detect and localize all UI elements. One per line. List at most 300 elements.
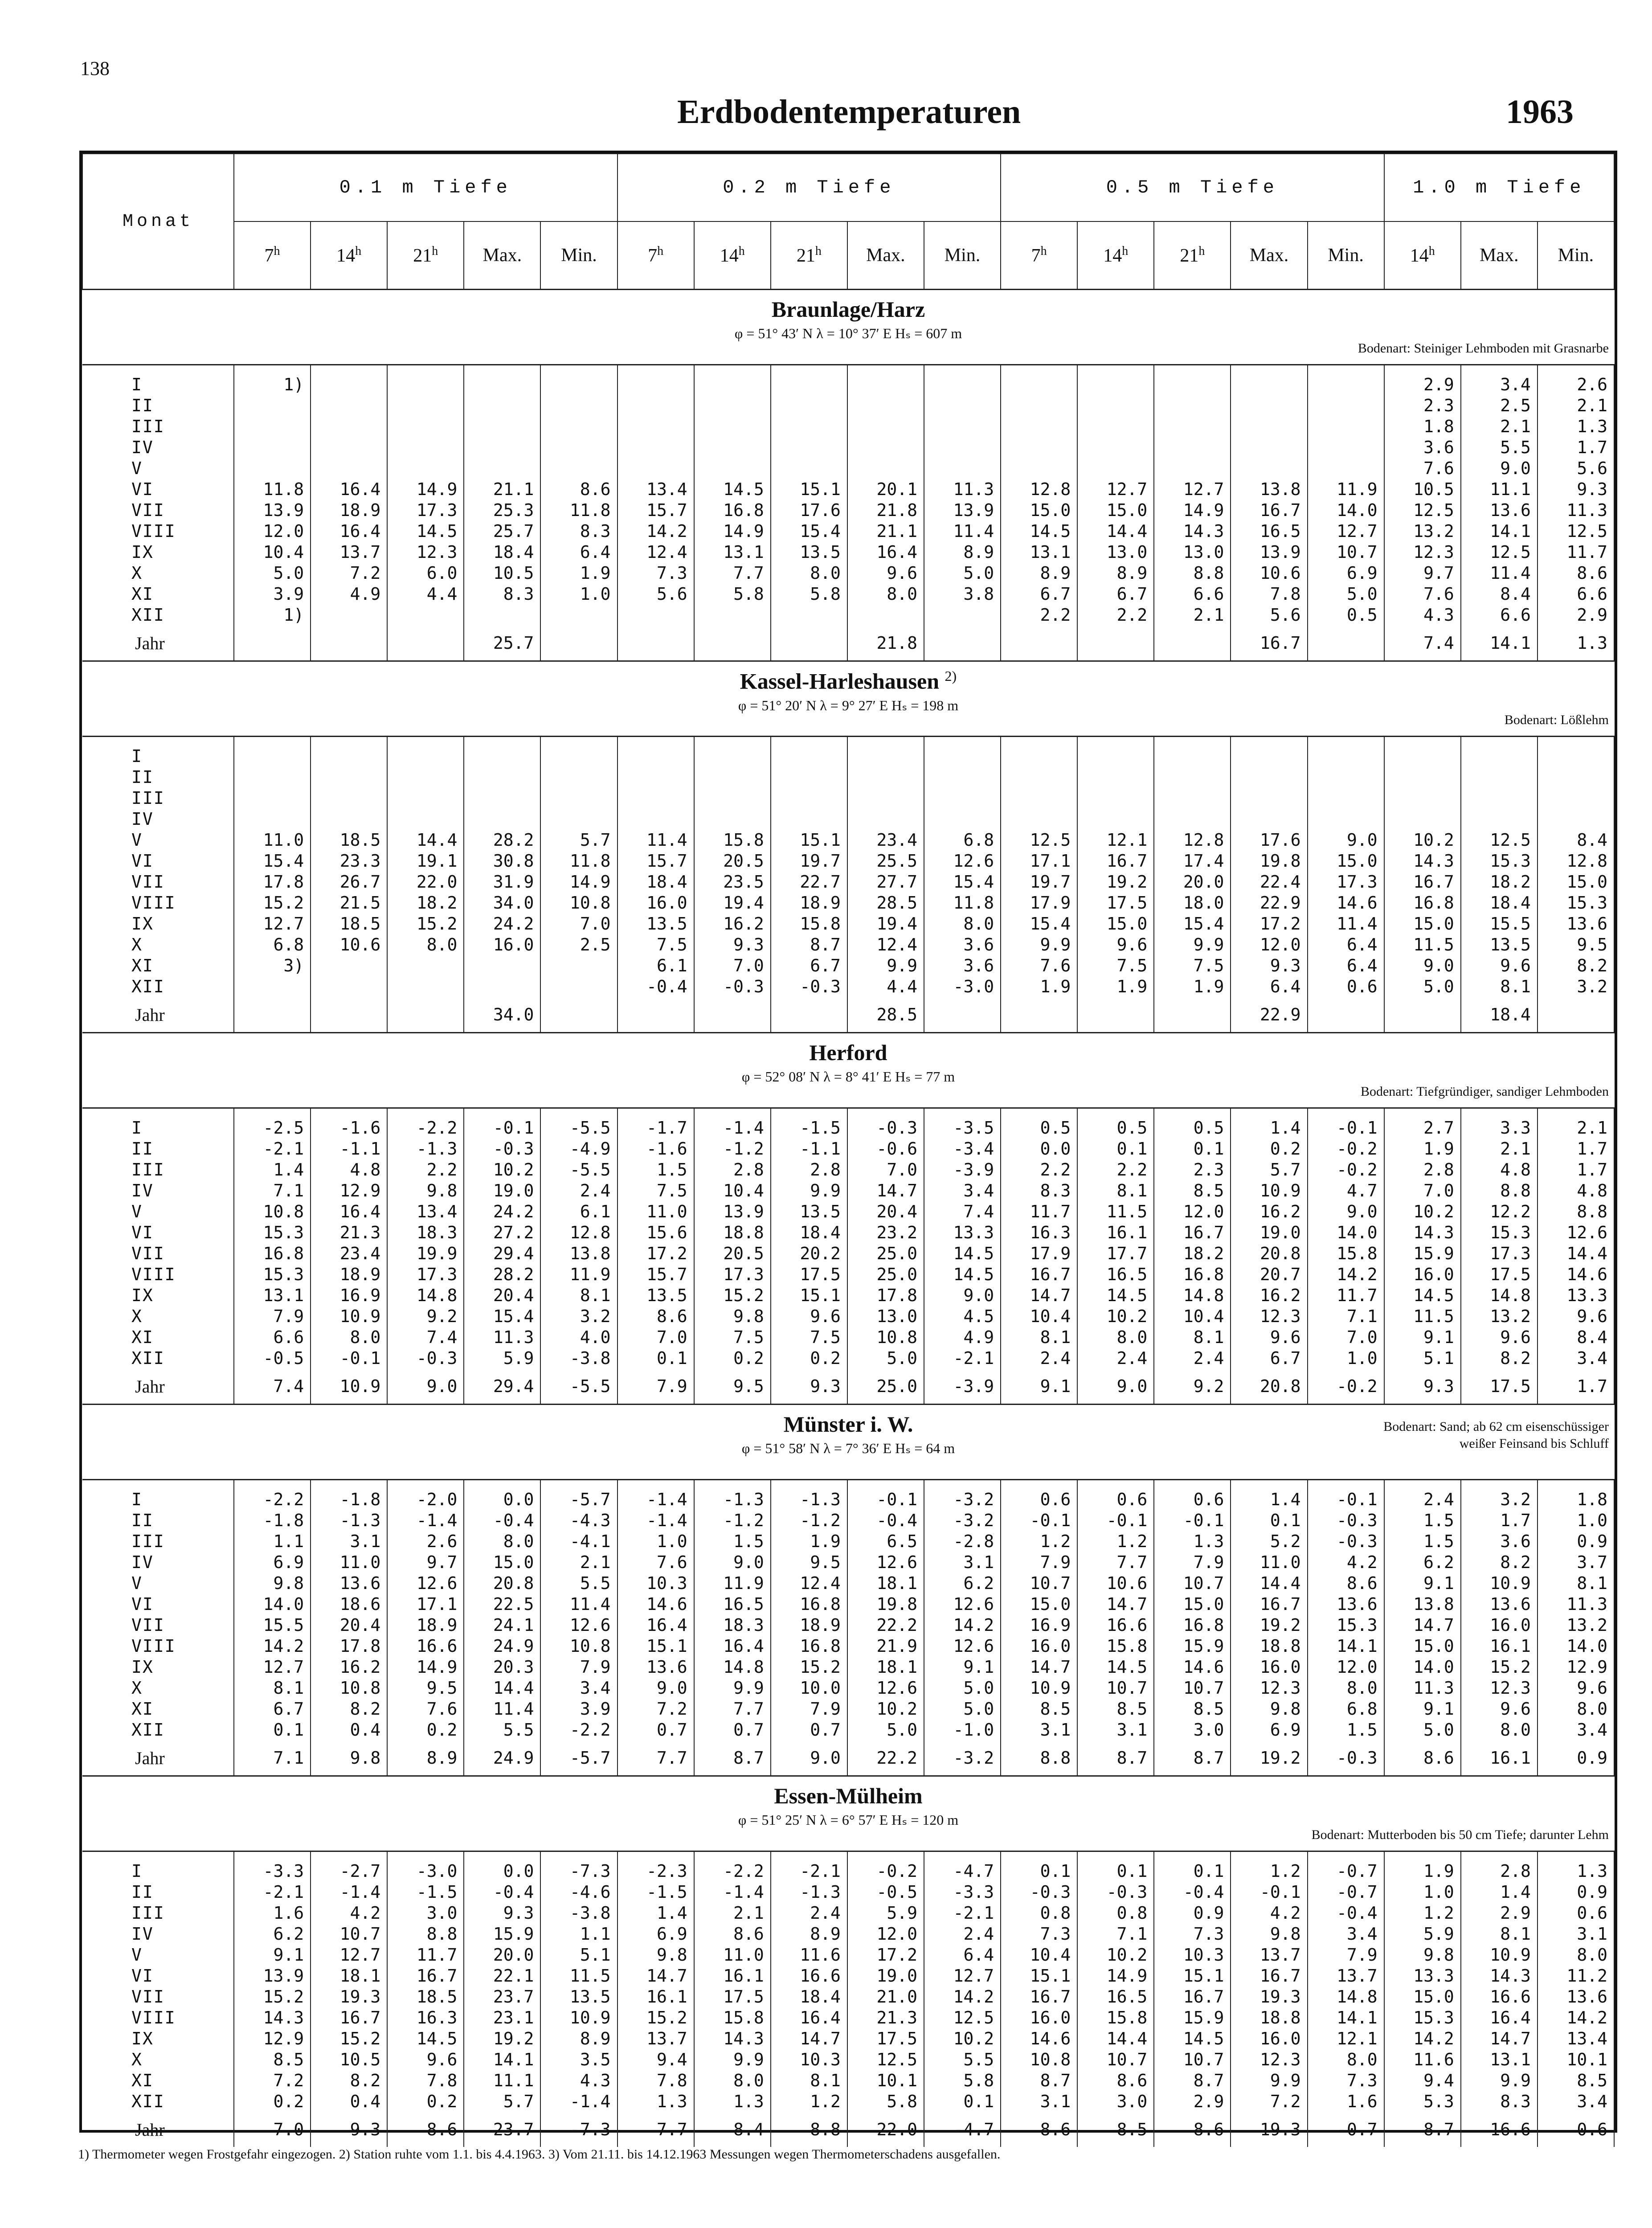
table-cell: 0.0	[1001, 1139, 1077, 1159]
table-cell: 8.2	[311, 1699, 387, 1720]
table-cell: 3.0	[1077, 2091, 1154, 2112]
table-cell: 7.7	[694, 563, 771, 584]
table-cell: 12.7	[234, 1657, 311, 1678]
month-label: IX	[82, 542, 234, 563]
table-cell: 9.6	[1461, 955, 1538, 976]
table-cell: 15.1	[771, 479, 847, 500]
table-cell: 10.5	[311, 2049, 387, 2070]
table-cell: 8.0	[847, 584, 924, 605]
table-cell: 7.4	[387, 1327, 464, 1348]
table-row	[82, 809, 1614, 830]
table-cell: 8.5	[1154, 1699, 1231, 1720]
table-cell: 4.9	[924, 1327, 1001, 1348]
table-cell: 19.2	[1231, 1741, 1307, 1776]
table-cell	[1461, 788, 1538, 809]
table-cell: 15.1	[617, 1636, 694, 1657]
table-cell: -3.5	[924, 1118, 1001, 1139]
table-cell: 7.8	[617, 2070, 694, 2091]
table-cell	[847, 809, 924, 830]
table-cell: 2.4	[1384, 1489, 1461, 1510]
table-cell: 0.1	[1077, 1861, 1154, 1882]
table-cell: 14.5	[1154, 2028, 1231, 2049]
table-row	[82, 1699, 1614, 1720]
table-cell: 16.7	[1231, 500, 1307, 521]
table-cell: 0.1	[924, 2091, 1001, 2112]
table-cell: 17.3	[1461, 1243, 1538, 1264]
table-cell: 17.1	[1001, 851, 1077, 872]
table-cell: 14.3	[1461, 1966, 1538, 1986]
month-label: VII	[82, 500, 234, 521]
table-row	[82, 563, 1614, 584]
table-cell: 19.2	[1077, 872, 1154, 893]
table-cell: 21.1	[464, 479, 540, 500]
table-cell: 22.7	[771, 872, 847, 893]
table-cell: 12.0	[847, 1924, 924, 1945]
table-cell: 14.5	[924, 1264, 1001, 1285]
table-cell: 13.9	[234, 500, 311, 521]
table-cell: 17.8	[234, 872, 311, 893]
table-cell: 3.1	[1001, 2091, 1077, 2112]
table-cell: 10.9	[1231, 1180, 1307, 1201]
month-label: VIII	[82, 2007, 234, 2028]
table-cell: 25.7	[464, 626, 540, 661]
table-cell	[1461, 746, 1538, 767]
table-cell: 7.0	[617, 1327, 694, 1348]
table-cell: 24.2	[464, 913, 540, 934]
table-cell: 14.8	[694, 1657, 771, 1678]
table-cell: 3.1	[924, 1552, 1001, 1573]
station-coordinates: φ = 51° 58′ N λ = 7° 36′ E Hₛ = 64 m	[741, 1440, 955, 1456]
table-cell: 19.4	[847, 913, 924, 934]
table-cell: 15.0	[1384, 1636, 1461, 1657]
table-cell	[1231, 788, 1307, 809]
table-row	[82, 1327, 1614, 1348]
table-cell	[540, 746, 617, 767]
table-cell: 10.8	[540, 1636, 617, 1657]
table-cell: 16.4	[1461, 2007, 1538, 2028]
table-cell: 21.9	[847, 1636, 924, 1657]
table-cell: 10.2	[464, 1159, 540, 1180]
table-cell: 15.3	[234, 1222, 311, 1243]
month-label: I	[82, 1489, 234, 1510]
table-cell: 9.6	[1461, 1327, 1538, 1348]
table-cell: 10.8	[847, 1327, 924, 1348]
table-cell	[464, 788, 540, 809]
table-cell: 22.2	[847, 1741, 924, 1776]
table-cell: 13.0	[847, 1306, 924, 1327]
table-cell: 14.7	[1001, 1657, 1077, 1678]
table-cell: 14.9	[387, 479, 464, 500]
table-cell: 15.2	[694, 1285, 771, 1306]
table-row	[82, 1924, 1614, 1945]
month-label: VI	[82, 1594, 234, 1615]
table-cell: 12.1	[1077, 830, 1154, 851]
table-cell: 8.1	[1077, 1180, 1154, 1201]
table-cell: -3.2	[924, 1741, 1001, 1776]
table-cell: 12.8	[540, 1222, 617, 1243]
table-cell: 6.9	[1308, 563, 1384, 584]
table-cell: -0.2	[1308, 1369, 1384, 1405]
table-cell: 15.0	[1538, 872, 1614, 893]
table-cell: 15.5	[234, 1615, 311, 1636]
table-cell: -3.2	[924, 1489, 1001, 1510]
table-cell: 20.8	[1231, 1369, 1307, 1405]
table-cell: 0.5	[1154, 1118, 1231, 1139]
table-cell: -0.3	[1077, 1882, 1154, 1903]
table-cell: 0.6	[1154, 1489, 1231, 1510]
table-cell	[540, 626, 617, 661]
table-cell: -2.2	[234, 1489, 311, 1510]
column-header: 14$^h$	[1384, 221, 1461, 290]
table-cell: 8.6	[1154, 2112, 1231, 2147]
column-header: Min.	[924, 221, 1001, 290]
table-cell	[924, 458, 1001, 479]
table-cell: 7.0	[847, 1159, 924, 1180]
table-cell	[464, 976, 540, 997]
column-header: 7$^h$	[617, 221, 694, 290]
table-cell: 18.9	[771, 893, 847, 913]
table-cell: 6.9	[234, 1552, 311, 1573]
table-cell: 12.3	[1384, 542, 1461, 563]
table-cell: 17.5	[847, 2028, 924, 2049]
station-coordinates: φ = 52° 08′ N λ = 8° 41′ E Hₛ = 77 m	[741, 1069, 955, 1085]
table-cell: 14.3	[1384, 851, 1461, 872]
table-cell: 15.7	[617, 851, 694, 872]
year-row	[82, 1369, 1614, 1405]
table-cell: 7.5	[771, 1327, 847, 1348]
table-cell: 1.6	[1308, 2091, 1384, 2112]
table-cell: 11.3	[1384, 1678, 1461, 1699]
table-cell: 9.4	[1384, 2070, 1461, 2091]
table-cell: 7.0	[1308, 1327, 1384, 1348]
table-cell: 13.6	[311, 1573, 387, 1594]
table-cell: -1.0	[924, 1720, 1001, 1741]
month-label: III	[82, 1903, 234, 1924]
table-cell: 17.2	[617, 1243, 694, 1264]
table-cell: 16.2	[1231, 1285, 1307, 1306]
table-cell: 16.0	[1001, 2007, 1077, 2028]
table-cell: 0.7	[771, 1720, 847, 1741]
table-cell: 8.3	[1461, 2091, 1538, 2112]
table-cell: 4.2	[311, 1903, 387, 1924]
table-cell	[1001, 809, 1077, 830]
table-cell: -0.3	[1308, 1741, 1384, 1776]
month-label: II	[82, 395, 234, 416]
table-cell: 0.1	[617, 1348, 694, 1369]
table-cell	[234, 767, 311, 788]
page-number: 138	[80, 57, 110, 79]
table-cell: 0.7	[617, 1720, 694, 1741]
table-cell	[1308, 395, 1384, 416]
table-cell: 7.1	[234, 1741, 311, 1776]
year-row	[82, 626, 1614, 661]
table-cell: 10.4	[234, 542, 311, 563]
table-row	[82, 1594, 1614, 1615]
table-cell: 8.5	[1077, 1699, 1154, 1720]
header-monat: Monat	[82, 154, 234, 290]
table-cell: 7.8	[1231, 584, 1307, 605]
table-cell: 15.0	[1001, 500, 1077, 521]
table-cell: 11.5	[1077, 1201, 1154, 1222]
table-cell: 6.9	[617, 1924, 694, 1945]
table-cell: 1.9	[1154, 976, 1231, 997]
table-cell: -1.4	[694, 1882, 771, 1903]
table-cell: 3)	[234, 955, 311, 976]
table-cell: -0.4	[617, 976, 694, 997]
table-cell: 15.2	[617, 2007, 694, 2028]
table-cell: 20.8	[464, 1573, 540, 1594]
table-cell: 9.3	[1384, 1369, 1461, 1405]
table-cell: 13.6	[1538, 913, 1614, 934]
month-label: II	[82, 1882, 234, 1903]
table-cell: 1.0	[1538, 1510, 1614, 1531]
table-cell: 8.2	[1461, 1552, 1538, 1573]
table-cell: 14.5	[1077, 1285, 1154, 1306]
table-row	[82, 374, 1614, 395]
table-cell: 3.0	[1154, 1720, 1231, 1741]
month-label: VII	[82, 1615, 234, 1636]
table-row	[82, 2049, 1614, 2070]
table-cell: 8.0	[387, 934, 464, 955]
table-row	[82, 788, 1614, 809]
table-cell	[1154, 395, 1231, 416]
table-cell: 15.7	[617, 1264, 694, 1285]
table-cell: 3.6	[924, 955, 1001, 976]
table-cell: 9.8	[1384, 1945, 1461, 1966]
table-cell: 16.6	[771, 1966, 847, 1986]
table-cell	[1077, 395, 1154, 416]
table-cell	[387, 809, 464, 830]
table-cell: 11.5	[1384, 1306, 1461, 1327]
table-cell: 0.9	[1538, 1531, 1614, 1552]
table-cell: 9.0	[924, 1285, 1001, 1306]
table-cell: -0.3	[1001, 1882, 1077, 1903]
table-cell: 15.1	[1001, 1966, 1077, 1986]
table-cell: 21.1	[847, 521, 924, 542]
table-cell: 7.6	[1384, 458, 1461, 479]
table-cell: 20.3	[464, 1657, 540, 1678]
table-cell: 8.4	[694, 2112, 771, 2147]
table-cell: 11.2	[1538, 1966, 1614, 1986]
table-cell	[847, 767, 924, 788]
table-cell: 10.7	[1154, 1678, 1231, 1699]
table-cell	[694, 788, 771, 809]
table-cell: -0.1	[1001, 1510, 1077, 1531]
table-cell: 16.5	[1077, 1986, 1154, 2007]
table-cell	[924, 809, 1001, 830]
table-cell: 9.0	[617, 1678, 694, 1699]
table-cell: 17.1	[387, 1594, 464, 1615]
table-cell	[617, 809, 694, 830]
table-cell: 8.6	[1538, 563, 1614, 584]
table-cell: 12.5	[1001, 830, 1077, 851]
table-row	[82, 872, 1614, 893]
table-cell: 15.0	[1077, 500, 1154, 521]
table-cell: 8.7	[1154, 1741, 1231, 1776]
table-cell: 9.6	[1538, 1678, 1614, 1699]
table-cell: 15.2	[771, 1657, 847, 1678]
table-cell: -4.3	[540, 1510, 617, 1531]
table-cell: 15.2	[234, 1986, 311, 2007]
table-cell: 12.5	[1461, 830, 1538, 851]
table-cell: 13.3	[1538, 1285, 1614, 1306]
table-cell: 6.1	[540, 1201, 617, 1222]
table-cell: 24.1	[464, 1615, 540, 1636]
table-cell	[387, 458, 464, 479]
table-cell	[1384, 788, 1461, 809]
table-cell: 16.0	[1384, 1264, 1461, 1285]
table-cell: 14.5	[387, 521, 464, 542]
table-cell: 1.2	[1384, 1903, 1461, 1924]
header-depth-0-5: 0.5 m Tiefe	[1001, 154, 1384, 221]
table-cell: 2.6	[1538, 374, 1614, 395]
table-cell: -0.7	[1308, 1861, 1384, 1882]
table-cell: -5.5	[540, 1159, 617, 1180]
month-label: V	[82, 830, 234, 851]
table-cell: 7.2	[311, 563, 387, 584]
table-cell: 28.5	[847, 893, 924, 913]
table-cell: 14.5	[694, 479, 771, 500]
table-cell	[1001, 997, 1077, 1033]
table-cell: 8.1	[234, 1678, 311, 1699]
table-cell: 1.4	[1231, 1489, 1307, 1510]
table-cell: 19.3	[311, 1986, 387, 2007]
table-cell: 4.5	[924, 1306, 1001, 1327]
table-cell: 15.0	[1001, 1594, 1077, 1615]
table-cell: -1.4	[540, 2091, 617, 2112]
table-cell: 15.9	[1384, 1243, 1461, 1264]
table-cell: 19.0	[464, 1180, 540, 1201]
table-cell: 7.1	[1308, 1306, 1384, 1327]
table-row	[82, 458, 1614, 479]
table-cell: 2.5	[540, 934, 617, 955]
table-cell: 5.8	[694, 584, 771, 605]
table-cell: 6.5	[847, 1531, 924, 1552]
table-cell: 18.1	[847, 1573, 924, 1594]
table-cell: 10.1	[847, 2070, 924, 2091]
table-cell: 14.5	[924, 1243, 1001, 1264]
station-header	[82, 1405, 1614, 1480]
table-cell: 3.9	[234, 584, 311, 605]
table-row	[82, 1180, 1614, 1201]
table-cell: 5.9	[1384, 1924, 1461, 1945]
table-cell: -4.6	[540, 1882, 617, 1903]
table-cell	[387, 746, 464, 767]
table-cell: 15.0	[1384, 1986, 1461, 2007]
table-cell	[1077, 626, 1154, 661]
table-cell: 6.4	[1308, 955, 1384, 976]
table-cell: -5.5	[540, 1369, 617, 1405]
table-cell: -3.8	[540, 1348, 617, 1369]
table-cell: 15.2	[387, 913, 464, 934]
table-cell: 9.3	[311, 2112, 387, 2147]
table-cell: 16.1	[617, 1986, 694, 2007]
table-cell	[1001, 437, 1077, 458]
footnote: 1) Thermometer wegen Frostgefahr eingezogen. 2) Station ruhte vom 1.1. bis 4.4.1963. 3) Vom 21.11. bis 14.12.1963 Messungen wegen Thermometerschadens ausgefallen.	[78, 2147, 1001, 2162]
table-cell: 8.9	[771, 1924, 847, 1945]
table-cell: 12.6	[387, 1573, 464, 1594]
table-cell: 13.4	[1538, 2028, 1614, 2049]
table-cell: 11.6	[1384, 2049, 1461, 2070]
table-cell: 9.1	[1384, 1573, 1461, 1594]
table-cell: 24.2	[464, 1201, 540, 1222]
table-cell: 16.2	[311, 1657, 387, 1678]
table-row	[82, 1636, 1614, 1657]
table-cell: 6.6	[234, 1327, 311, 1348]
table-cell	[847, 437, 924, 458]
table-cell: 18.3	[694, 1615, 771, 1636]
table-cell: 3.4	[1538, 1720, 1614, 1741]
table-cell: -0.7	[1308, 1882, 1384, 1903]
table-cell: 8.1	[540, 1285, 617, 1306]
table-cell: 15.8	[771, 913, 847, 934]
table-cell: 7.9	[540, 1657, 617, 1678]
table-cell: 1.1	[234, 1531, 311, 1552]
table-cell: 14.2	[1538, 2007, 1614, 2028]
table-cell: 0.8	[1077, 1903, 1154, 1924]
table-cell: 2.2	[1077, 1159, 1154, 1180]
month-label: XII	[82, 1348, 234, 1369]
table-cell: 9.1	[924, 1657, 1001, 1678]
table-cell: 8.6	[1308, 1573, 1384, 1594]
table-cell: 10.4	[1154, 1306, 1231, 1327]
table-cell: 1.7	[1538, 437, 1614, 458]
table-cell: 16.8	[1384, 893, 1461, 913]
table-cell	[1231, 809, 1307, 830]
table-cell: 5.8	[924, 2070, 1001, 2091]
table-cell: 15.1	[1154, 1966, 1231, 1986]
table-cell: 14.9	[387, 1657, 464, 1678]
table-cell: 7.5	[694, 1327, 771, 1348]
table-cell: 7.5	[1077, 955, 1154, 976]
table-cell: 16.0	[1231, 2028, 1307, 2049]
table-cell: 6.7	[771, 955, 847, 976]
table-cell: 12.3	[387, 542, 464, 563]
table-cell: 15.8	[1077, 2007, 1154, 2028]
column-header: Max.	[1461, 221, 1538, 290]
table-cell: 8.0	[924, 913, 1001, 934]
table-cell	[617, 374, 694, 395]
table-cell: 18.5	[311, 830, 387, 851]
table-cell	[1077, 437, 1154, 458]
table-cell: 5.2	[1231, 1531, 1307, 1552]
column-header: Min.	[1538, 221, 1614, 290]
table-cell: 12.0	[234, 521, 311, 542]
table-cell	[387, 626, 464, 661]
table-cell	[1154, 788, 1231, 809]
table-row	[82, 1657, 1614, 1678]
table-cell: -3.9	[924, 1369, 1001, 1405]
table-cell: 13.8	[1231, 479, 1307, 500]
table-cell: -1.4	[694, 1118, 771, 1139]
table-cell: 1.2	[1077, 1531, 1154, 1552]
table-cell: 13.9	[234, 1966, 311, 1986]
table-cell	[1154, 416, 1231, 437]
table-cell: 6.4	[1231, 976, 1307, 997]
table-cell: 9.8	[387, 1180, 464, 1201]
table-cell: 13.7	[617, 2028, 694, 2049]
table-cell: -2.8	[924, 1531, 1001, 1552]
table-cell: 23.2	[847, 1222, 924, 1243]
table-cell: 9.0	[694, 1552, 771, 1573]
table-cell: 2.8	[771, 1159, 847, 1180]
table-cell	[311, 809, 387, 830]
table-cell: 18.9	[771, 1615, 847, 1636]
table-cell: 8.2	[1538, 955, 1614, 976]
table-cell	[1077, 997, 1154, 1033]
table-cell: 15.3	[1538, 893, 1614, 913]
table-cell: 13.7	[311, 542, 387, 563]
